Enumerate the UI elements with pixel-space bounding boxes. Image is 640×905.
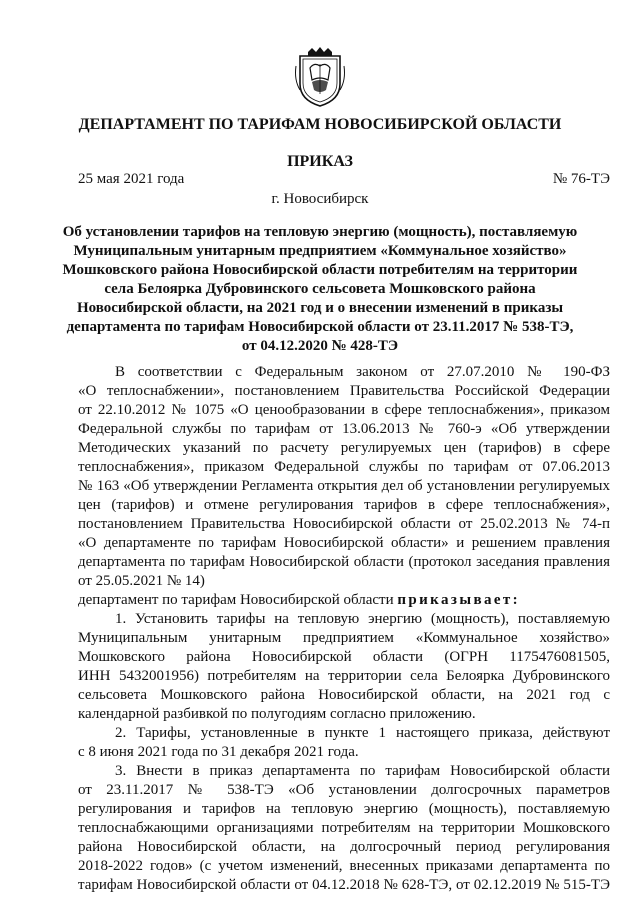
item-1-line: Муниципальным унитарным предприятием «Коммунальное хозяйство» <box>78 630 610 646</box>
title-line: от 04.12.2020 № 428-ТЭ <box>241 338 399 354</box>
preamble-line: от 25.05.2021 № 14) <box>78 573 205 589</box>
coat-of-arms-icon <box>292 46 348 108</box>
item-3-line: теплоснабжающими организациями потребителям на территории Мошковского <box>78 820 610 836</box>
decree-intro <box>78 592 520 609</box>
item-1-line: сельсовета Мошковского района Новосибирской области, на 2021 год с <box>78 687 610 703</box>
document-date: 25 мая 2021 года <box>78 171 185 187</box>
preamble-line: Федеральной службы по тарифам от 13.06.2013 № 760-э «Об утверждении <box>78 421 610 437</box>
title-line: Об установлении тарифов на тепловую энергию (мощность), поставляемую <box>62 224 578 240</box>
item-3-line: регулирования и тарифов на тепловую энергию (мощность), поставляемую <box>78 801 610 817</box>
item-3-line: 2018-2022 годов» (с учетом изменений, внесенных приказами департамента по <box>78 858 610 874</box>
title-line: Мошковского района Новосибирской области потребителям на территории <box>62 262 578 278</box>
preamble-line: Методических указаний по расчету регулируемых цен (тарифов) в сфере <box>78 440 610 456</box>
item-3-line: тарифам Новосибирской области от 04.12.2018 № 628-ТЭ, от 02.12.2019 № 515-ТЭ <box>78 877 610 893</box>
item-1-line: 1. Установить тарифы на тепловую энергию (мощность), поставляемую <box>115 611 610 627</box>
item-3-line: района Новосибирской области, на долгосрочный период регулирования <box>78 839 610 855</box>
item-1-line: календарной разбивкой по полугодиям согласно приложению. <box>78 706 476 722</box>
preamble-line: «О департаменте по тарифам Новосибирской области» и решением правления <box>78 535 610 551</box>
decree-word: приказывает: <box>397 592 521 608</box>
preamble-line: № 163 «Об утверждении Регламента открытия дел об установлении регулируемых <box>78 478 610 494</box>
document-type-title: ПРИКАЗ <box>287 153 353 170</box>
preamble-line: департамента по тарифам Новосибирской области (протокол заседания правления <box>78 554 610 570</box>
decree-intro-text: департамент по тарифам Новосибирской области <box>78 592 394 608</box>
preamble-line: теплоснабжения», приказом Федеральной службы по тарифам от 07.06.2013 <box>78 459 610 475</box>
department-heading: ДЕПАРТАМЕНТ ПО ТАРИФАМ НОВОСИБИРСКОЙ ОБЛАСТИ <box>78 116 562 133</box>
preamble-line: от 22.10.2012 № 1075 «О ценообразовании в сфере теплоснабжения», приказом <box>78 402 610 418</box>
title-line: села Белоярка Дубровинского сельсовета Мошковского района <box>104 281 536 297</box>
title-line: Муниципальным унитарным предприятием «Коммунальное хозяйство» <box>73 243 567 259</box>
item-1-line: Мошковского района Новосибирской области (ОГРН 1175476081505, <box>78 649 610 665</box>
document-city: г. Новосибирск <box>271 191 369 207</box>
item-2-line: с 8 июня 2021 года по 31 декабря 2021 года. <box>78 744 359 760</box>
title-line: Новосибирской области, на 2021 год и о внесении изменений в приказы <box>76 300 564 316</box>
document-number: № 76-ТЭ <box>552 171 610 187</box>
item-3-line: от 23.11.2017 № 538-ТЭ «Об установлении долгосрочных параметров <box>78 782 610 798</box>
preamble-line: постановлением Правительства Новосибирской области от 25.02.2013 № 74-п <box>78 516 610 532</box>
item-1-line: ИНН 5432001956) потребителям на территории села Белоярка Дубровинского <box>78 668 610 684</box>
title-line: департамента по тарифам Новосибирской области от 23.11.2017 № 538-ТЭ, <box>66 319 574 335</box>
item-2-line: 2. Тарифы, установленные в пункте 1 настоящего приказа, действуют <box>115 725 610 741</box>
preamble-line: В соответствии с Федеральным законом от 27.07.2010 № 190-ФЗ <box>115 364 610 380</box>
preamble-line: «О теплоснабжении», постановлением Правительства Российской Федерации <box>78 383 610 399</box>
item-3-line: 3. Внести в приказ департамента по тарифам Новосибирской области <box>115 763 610 779</box>
preamble-line: цен (тарифов) и отмене регулирования тарифов в сфере теплоснабжения», <box>78 497 610 513</box>
